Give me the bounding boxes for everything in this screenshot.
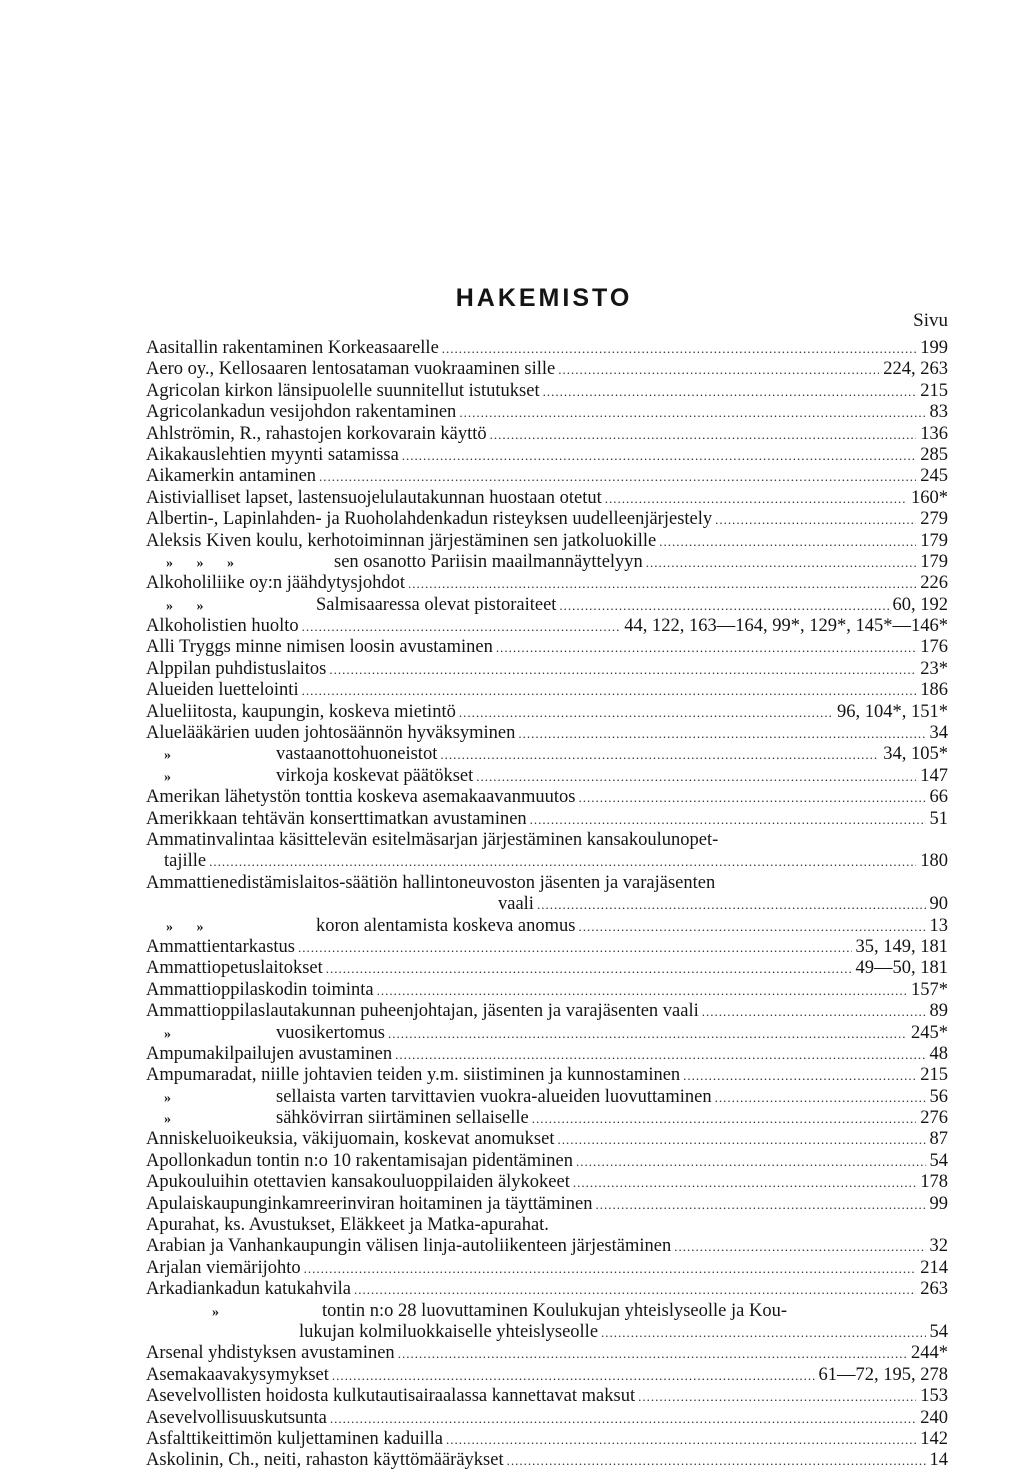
ditto-mark: » [164,748,171,764]
index-entry-pages: 180 [920,851,948,872]
index-entry [146,1258,948,1279]
index-entry-pages: 34, 105* [883,744,948,765]
index-entry-text: virkoja koskevat päätökset [276,765,474,786]
index-entry-pages: 66 [929,787,948,808]
index-entry-pages: 186 [920,680,948,701]
ditto-mark: » [212,1304,219,1320]
index-entry [146,1194,948,1215]
index-entry-pages: 13 [929,915,948,936]
dot-leader [601,1322,925,1343]
dot-leader [319,466,916,487]
ditto-mark: » [164,1026,171,1042]
index-entry-text: Ampumakilpailujen avustaminen [146,1043,393,1064]
dot-leader [302,616,621,637]
index-entry-pages: 263 [920,1279,948,1300]
index-entry [146,1365,948,1386]
index-entry [146,1429,948,1450]
dot-leader [559,595,888,616]
dot-leader [304,1258,917,1279]
index-entry-pages: 35, 149, 181 [855,936,948,957]
index-entry-text: Amerikan lähetystön tonttia koskeva asemakaavanmuutos [146,787,576,808]
index-entry [146,616,948,637]
dot-leader [532,1108,916,1129]
index-entry-text: Ammattienedistämislaitos-säätiön hallintoneuvoston jäsenten ja varajäsenten [146,872,716,893]
index-entry [146,1343,948,1364]
ditto-mark: » [164,1090,171,1106]
index-entry [146,637,948,658]
index-entry-pages: 245* [911,1022,948,1043]
index-entry-text: Alueiden luettelointi [146,680,299,701]
index-entry-text: Arsenal yhdistyksen avustaminen [146,1343,395,1364]
index-entry-text: Ammattioppilaskodin toiminta [146,979,374,1000]
index-entry [146,402,948,423]
index-entry-pages: 178 [920,1172,948,1193]
ditto-mark: » [164,1112,171,1128]
index-entry-pages: 23* [920,658,948,679]
dot-leader [476,766,916,787]
dot-leader [459,702,833,723]
index-entry-text: Apukouluihin otettavien kansakouluoppilaiden älykokeet [146,1172,570,1193]
index-entry-pages: 176 [920,637,948,658]
index-entry-text: Alppilan puhdistuslaitos [146,658,327,679]
index-entry [146,766,948,787]
index-entry [146,723,948,744]
index-entry-text: Asfalttikeittimön kuljettaminen kaduilla [146,1428,443,1449]
index-entry-text: sen osanotto Pariisin maailmannäyttelyyn [334,551,643,572]
index-entry-pages: 48 [929,1043,948,1064]
index-entry-pages: 136 [920,423,948,444]
index-entry-line [146,830,948,851]
index-entry-pages: 276 [920,1108,948,1129]
index-entry-pages: 245 [920,466,948,487]
index-entry-pages: 96, 104*, 151* [837,701,948,722]
index-entry-text: Asemakaavakysymykset [146,1364,329,1385]
dot-leader [298,937,852,958]
index-entry-text: Asevelvollisuuskutsunta [146,1407,327,1428]
dot-leader [605,488,907,509]
dot-leader [442,338,916,359]
index-entry-pages: 279 [920,509,948,530]
dot-leader [578,916,925,937]
index-entry-text: Arkadiankadun katukahvila [146,1279,351,1300]
index-entry-pages: 153 [920,1386,948,1407]
index-entry-text: Agricolan kirkon länsipuolelle suunnitellut istutukset [146,380,540,401]
index-entry-pages: 83 [929,402,948,423]
index-entry-pages: 179 [920,551,948,572]
index-entry-pages: 214 [920,1257,948,1278]
index-entry-text: tontin n:o 28 luovuttaminen Koulukujan yhteislyseolle ja Kou- [322,1300,788,1321]
index-entry-text: Ammattioppilaslautakunnan puheenjohtajan, jäsenten ja varajäsenten vaali [146,1001,699,1022]
index-entry-text: Ammatinvalintaa käsittelevän esitelmäsarjan järjestäminen kansakoulunopet- [146,829,719,850]
index-entry [146,980,948,1001]
dot-leader [579,787,926,808]
dot-leader [518,723,925,744]
dot-leader [715,509,916,530]
index-entry-pages: 147 [920,765,948,786]
dot-leader [543,381,917,402]
index-entry-pages: 179 [920,530,948,551]
index-entry-text: Askolinin, Ch., neiti, rahaston käyttömääräykset [146,1450,504,1471]
dot-leader [496,637,916,658]
index-entry-pages: 56 [929,1086,948,1107]
dot-leader [638,1386,916,1407]
index-entry-pages: 49—50, 181 [855,958,948,979]
ditto-mark: » » » [166,555,234,571]
dot-leader [646,552,916,573]
dot-leader [573,1172,916,1193]
index-entry-text: Aistivialliset lapset, lastensuojelulautakunnan huostaan otetut [146,487,602,508]
ditto-mark: » » [166,598,204,614]
dot-leader [674,1236,925,1257]
index-entry-pages: 224, 263 [883,359,948,380]
index-entry [146,1151,948,1172]
index-entry-pages: 142 [920,1428,948,1449]
index-entry-pages: 54 [929,1321,948,1342]
index-entry-text: Albertin-, Lapinlahden- ja Ruoholahdenkadun risteyksen uudelleenjärjestely [146,509,713,530]
index-entry [146,809,948,830]
index-entry-pages: 244* [911,1343,948,1364]
dot-leader [537,894,926,915]
index-entry [146,1450,948,1471]
index-entry [146,1279,948,1300]
index-entry [146,1065,948,1086]
index-entry [146,1172,948,1193]
dot-leader [302,680,917,701]
index-entry-text: Ahlströmin, R., rahastojen korkovarain käyttö [146,423,487,444]
index-entry-pages: 157* [911,979,948,1000]
index-entry [146,894,948,915]
ditto-mark: » » [166,919,204,935]
index-entry-text: Anniskeluoikeuksia, väkijuomain, koskevat anomukset [146,1129,555,1150]
index-entry-pages: 89 [929,1001,948,1022]
index-entry-text: sellaista varten tarvittavien vuokra-alueiden luovuttaminen [276,1086,712,1107]
index-entry [146,787,948,808]
index-entry-text: Alueliitosta, kaupungin, koskeva mietintö [146,701,456,722]
dot-leader [558,359,879,380]
index-entry-text: Apulaiskaupunginkamreerinviran hoitaminen ja täyttäminen [146,1193,593,1214]
index-entry [146,916,948,937]
index-entry [146,1236,948,1257]
index-entry-text: koron alentamista koskeva anomus [316,915,576,936]
dot-leader [354,1279,916,1300]
index-entry-text: Alkoholistien huolto [146,616,299,637]
index-entry-text: Ampumaradat, niille johtavien teiden y.m. siistiminen ja kunnostaminen [146,1065,681,1086]
dot-leader [332,1365,815,1386]
dot-leader [659,531,916,552]
dot-leader [530,809,926,830]
dot-leader [209,851,916,872]
index-entry [146,744,948,765]
index-entry [146,1023,948,1044]
index-entry [146,1322,948,1343]
dot-leader [490,424,917,445]
index-entry-text: Agricolankadun vesijohdon rakentaminen [146,402,457,423]
index-entry [146,1408,948,1429]
index-entry [146,1129,948,1150]
dot-leader [557,1129,925,1150]
index-entry [146,1001,948,1022]
index-entry-pages: 51 [929,808,948,829]
index-entry-continuation: vaali [498,894,534,915]
index-entry [146,659,948,680]
index-entry [146,531,948,552]
index-entry-pages: 44, 122, 163—164, 99*, 129*, 145*—146* [624,616,948,637]
index-entry-text: Aasitallin rakentaminen Korkeasaarelle [146,338,439,358]
dot-leader [330,1408,916,1429]
dot-leader [377,980,907,1001]
index-entry-text: Apurahat, ks. Avustukset, Eläkkeet ja Matka-apurahat. [146,1215,549,1236]
index-entry-text: Alkoholiliike oy:n jäähdytysjohdot [146,573,405,594]
index-entry-text: Arabian ja Vanhankaupungin välisen linja-autoliikenteen järjestäminen [146,1236,672,1257]
index-entry-text: Aluelääkärien uuden johtosäännön hyväksyminen [146,723,516,744]
index-entry [146,509,948,530]
index-entry [146,595,948,616]
dot-leader [408,573,916,594]
ditto-mark: » [164,769,171,785]
index-entry-pages: 240 [920,1407,948,1428]
index-entry-text: Aero oy., Kellosaaren lentosataman vuokraaminen sille [146,359,556,380]
index-entry [146,573,948,594]
index-entry-text: sähkövirran siirtäminen sellaiselle [276,1108,529,1129]
dot-leader [459,402,925,423]
index-entry-text: Aikakauslehtien myynti satamissa [146,444,399,465]
index-entry-text: Amerikkaan tehtävän konserttimatkan avustaminen [146,808,527,829]
index-entry-line [146,873,948,894]
dot-leader [326,958,852,979]
index-entry-line [146,1301,948,1322]
index-entry-pages: 61—72, 195, 278 [818,1364,948,1385]
dot-leader [329,659,916,680]
index-entry [146,702,948,723]
index-entry [146,937,948,958]
dot-leader [446,1429,916,1450]
index-entry [146,359,948,380]
index-entry-text: vastaanottohuoneistot [276,744,438,765]
page-title: HAKEMISTO [455,284,633,312]
index-entry-text: Aikamerkin antaminen [146,466,317,487]
dot-leader [715,1087,926,1108]
index-entry-pages: 87 [929,1129,948,1150]
index-entry [146,466,948,487]
dot-leader [402,445,916,466]
index-entry [146,338,948,359]
index-entry-text: Ammattientarkastus [146,936,295,957]
index-entry-continuation: lukujan kolmiluokkaiselle yhteislyseolle [299,1321,599,1342]
index-entry [146,552,948,573]
dot-leader [388,1023,907,1044]
index-entry-text: Alli Tryggs minne nimisen loosin avustaminen [146,637,493,658]
index-entry-pages: 285 [920,444,948,465]
index-entry [146,851,948,872]
index-entry-pages: 226 [920,573,948,594]
index-entry-pages: 160* [911,487,948,508]
dot-leader [576,1151,926,1172]
index-entry-pages: 99 [929,1193,948,1214]
index-entry [146,1087,948,1108]
index-entry-text: vuosikertomus [276,1022,385,1043]
index-entry-continuation: tajille [164,851,207,872]
dot-leader [595,1194,925,1215]
index-entry-pages: 34 [929,723,948,744]
index-entry-pages: 90 [929,894,948,915]
index-entry-text: Salmisaaressa olevat pistoraiteet [316,594,557,615]
index-entry-pages: 215 [920,1065,948,1086]
index-entry-text: Arjalan viemärijohto [146,1257,301,1278]
index-entry [146,381,948,402]
index-entry-pages: 199 [920,338,948,358]
page-column-label: Sivu [913,310,948,331]
index-entry-text: Apollonkadun tontin n:o 10 rakentamisajan pidentäminen [146,1150,573,1171]
index-entry [146,680,948,701]
index-entry-pages: 14 [929,1450,948,1471]
index-entry-pages: 60, 192 [892,594,948,615]
index-entry [146,958,948,979]
index-entry [146,488,948,509]
index-entry-text: Aleksis Kiven koulu, kerhotoiminnan järjestäminen sen jatkoluokille [146,530,657,551]
index-entry-pages: 215 [920,380,948,401]
index-entry-text: Asevelvollisten hoidosta kulkutautisairaalassa kannettavat maksut [146,1386,636,1407]
index-entry-pages: 32 [929,1236,948,1257]
index-entry [146,424,948,445]
dot-leader [398,1343,907,1364]
dot-leader [507,1450,926,1471]
index-list [146,338,948,1472]
index-entry [146,1386,948,1407]
dot-leader [702,1001,926,1022]
index-entry [146,1108,948,1129]
index-entry-pages: 54 [929,1150,948,1171]
index-entry [146,445,948,466]
index-entry [146,1044,948,1065]
index-entry-text: Ammattiopetuslaitokset [146,958,323,979]
dot-leader [440,744,879,765]
dot-leader [683,1065,916,1086]
index-entry [146,1215,948,1236]
dot-leader [395,1044,925,1065]
